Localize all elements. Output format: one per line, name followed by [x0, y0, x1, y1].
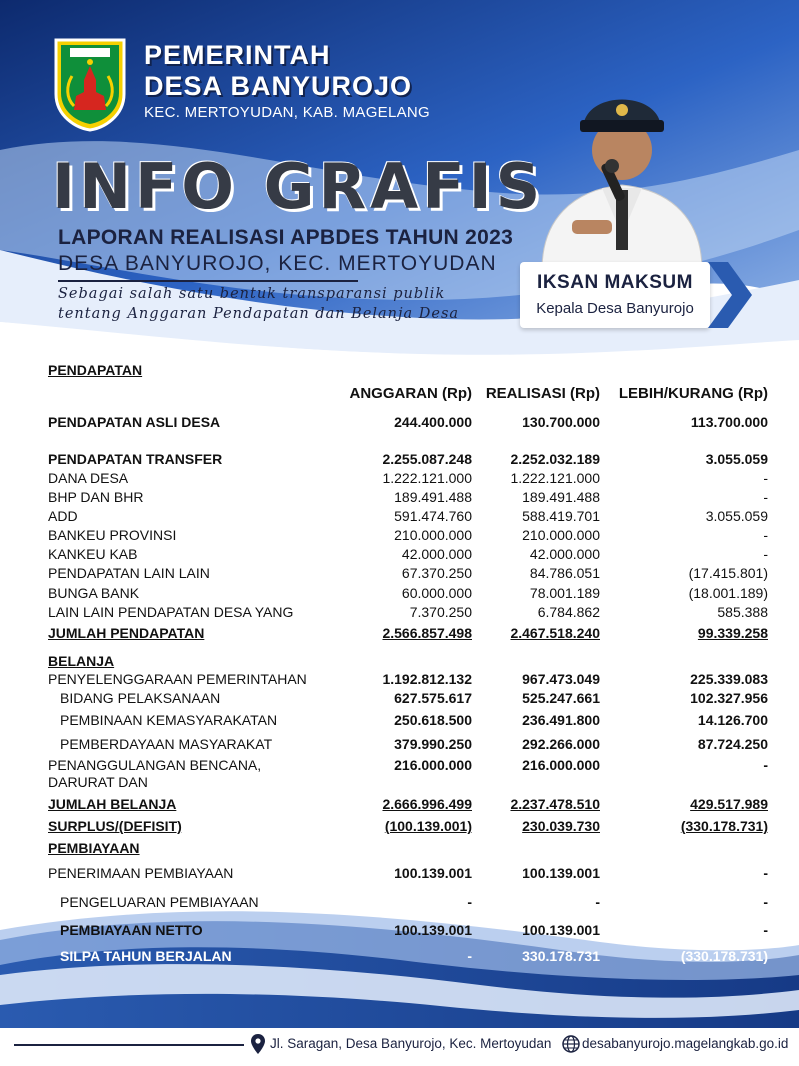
anggaran-value: 210.000.000: [394, 527, 472, 543]
anggaran-value: 42.000.000: [401, 546, 472, 562]
anggaran-value: 2.255.087.248: [382, 451, 472, 467]
row-label: ADD: [48, 508, 78, 524]
column-header-lebih-kurang: LEBIH/KURANG (Rp): [618, 385, 768, 402]
tagline-line-1: Sebagai salah satu bentuk transparansi publik: [58, 286, 446, 302]
realisasi-value: 78.001.189: [529, 585, 600, 601]
anggaran-value: 244.400.000: [394, 414, 472, 430]
anggaran-value: 2.666.996.499: [382, 796, 472, 812]
district-emblem-logo: [52, 36, 128, 132]
row-label: SILPA TAHUN BERJALAN: [60, 948, 232, 964]
section-pendapatan: PENDAPATAN: [48, 362, 143, 378]
government-title: [144, 40, 430, 121]
section-belanja: BELANJA: [48, 653, 115, 669]
official-title: Kepala Desa Banyurojo: [536, 300, 694, 317]
realisasi-value: 216.000.000: [522, 757, 600, 773]
selisih-value: -: [763, 922, 768, 938]
row-label-line-2: DARURAT DAN: [48, 774, 148, 790]
selisih-value: 99.339.258: [697, 625, 768, 641]
row-label: SURPLUS/(DEFISIT): [48, 818, 182, 834]
realisasi-value: 230.039.730: [522, 818, 600, 834]
anggaran-value: 627.575.617: [394, 690, 472, 706]
subtitle-divider: [58, 280, 358, 282]
selisih-value: 87.724.250: [697, 736, 768, 752]
anggaran-value: 1.222.121.000: [382, 470, 472, 486]
row-label-line-1: PENANGGULANGAN BENCANA,: [48, 757, 262, 773]
selisih-value: -: [763, 865, 768, 881]
row-label: PEMBERDAYAAN MASYARAKAT: [60, 736, 273, 752]
report-subtitle: DESA BANYUROJO, KEC. MERTOYUDAN: [58, 252, 497, 275]
selisih-value: -: [763, 546, 768, 562]
row-label: JUMLAH BELANJA: [48, 796, 177, 812]
official-name: IKSAN MAKSUM: [537, 272, 693, 293]
anggaran-value: 100.139.001: [394, 865, 472, 881]
footer-address: Jl. Saragan, Desa Banyurojo, Kec. Mertoyudan: [270, 1036, 552, 1051]
realisasi-value: 189.491.488: [522, 489, 600, 505]
footer: [0, 1028, 799, 1066]
selisih-value: -: [763, 470, 768, 486]
selisih-value: -: [763, 489, 768, 505]
realisasi-value: 84.786.051: [529, 565, 600, 581]
row-label: KANKEU KAB: [48, 546, 138, 562]
anggaran-value: -: [467, 948, 472, 964]
row-label: PENDAPATAN LAIN LAIN: [48, 565, 210, 581]
tagline: [58, 284, 459, 324]
footer-divider: [14, 1044, 244, 1046]
anggaran-value: 60.000.000: [401, 585, 472, 601]
gov-line-pemerintah: PEMERINTAH: [144, 40, 331, 70]
realisasi-value: 292.266.000: [522, 736, 600, 752]
row-label: BUNGA BANK: [48, 585, 140, 601]
anggaran-value: 250.618.500: [394, 712, 472, 728]
row-label: LAIN LAIN PENDAPATAN DESA YANG: [48, 604, 294, 620]
selisih-value: 225.339.083: [690, 671, 768, 687]
section-pembiayaan: PEMBIAYAAN: [48, 840, 140, 856]
realisasi-value: 525.247.661: [522, 690, 600, 706]
selisih-value: 14.126.700: [697, 712, 768, 728]
anggaran-value: 189.491.488: [394, 489, 472, 505]
gov-line-desa: DESA BANYUROJO: [144, 71, 413, 101]
selisih-value: 3.055.059: [705, 508, 768, 524]
realisasi-value: 2.467.518.240: [510, 625, 600, 641]
realisasi-value: 130.700.000: [522, 414, 600, 430]
row-label: PENERIMAAN PEMBIAYAAN: [48, 865, 234, 881]
realisasi-value: 967.473.049: [522, 671, 600, 687]
column-header-realisasi: REALISASI (Rp): [485, 385, 600, 402]
anggaran-value: -: [467, 894, 472, 910]
row-label: BIDANG PELAKSANAAN: [60, 690, 221, 706]
selisih-value: (18.001.189): [688, 585, 768, 601]
selisih-value: (17.415.801): [688, 565, 768, 581]
realisasi-value: 1.222.121.000: [510, 470, 600, 486]
selisih-value: (330.178.731): [680, 818, 768, 834]
anggaran-value: 67.370.250: [401, 565, 472, 581]
row-label: PENDAPATAN ASLI DESA: [48, 414, 221, 430]
realisasi-value: 42.000.000: [529, 546, 600, 562]
realisasi-value: 100.139.001: [522, 865, 600, 881]
tagline-line-2: tentang Anggaran Pendapatan dan Belanja Desa: [58, 306, 460, 322]
report-title: LAPORAN REALISASI APBDES TAHUN 2023: [58, 226, 514, 249]
column-header-anggaran: ANGGARAN (Rp): [349, 385, 472, 402]
realisasi-value: 2.237.478.510: [510, 796, 600, 812]
location-pin-icon: [251, 1034, 265, 1054]
selisih-value: 585.388: [717, 604, 768, 620]
realisasi-value: 236.491.800: [522, 712, 600, 728]
official-name-card: [520, 262, 710, 328]
selisih-value: -: [763, 894, 768, 910]
anggaran-value: 216.000.000: [394, 757, 472, 773]
row-label: PENGELUARAN PEMBIAYAAN: [60, 894, 259, 910]
realisasi-value: 330.178.731: [522, 948, 600, 964]
selisih-value: 102.327.956: [690, 690, 768, 706]
globe-icon: [562, 1035, 580, 1053]
anggaran-value: (100.139.001): [384, 818, 472, 834]
selisih-value: -: [763, 527, 768, 543]
row-label: PENDAPATAN TRANSFER: [48, 451, 223, 467]
row-label: PEMBINAAN KEMASYARAKATAN: [60, 712, 278, 728]
row-label: DANA DESA: [48, 470, 129, 486]
row-label: JUMLAH PENDAPATAN: [48, 625, 205, 641]
selisih-value: 3.055.059: [705, 451, 768, 467]
anggaran-value: 1.192.812.132: [382, 671, 472, 687]
row-label: [48, 757, 348, 791]
row-label: BHP DAN BHR: [48, 489, 144, 505]
info-grafis-heading: INFO GRAFIS: [52, 150, 545, 223]
selisih-value: -: [763, 757, 768, 773]
gov-line-kecamatan: KEC. MERTOYUDAN, KAB. MAGELANG: [144, 104, 431, 121]
realisasi-value: 2.252.032.189: [510, 451, 600, 467]
selisih-value: 113.700.000: [690, 414, 768, 430]
row-label: PEMBIAYAAN NETTO: [60, 922, 203, 938]
anggaran-value: 591.474.760: [394, 508, 472, 524]
row-label: PENYELENGGARAAN PEMERINTAHAN: [48, 671, 307, 687]
realisasi-value: 210.000.000: [522, 527, 600, 543]
chevron-right-icon: [704, 262, 754, 328]
official-portrait: [532, 70, 712, 270]
selisih-value: (330.178.731): [680, 948, 768, 964]
selisih-value: 429.517.989: [690, 796, 768, 812]
anggaran-value: 379.990.250: [394, 736, 472, 752]
realisasi-value: 100.139.001: [522, 922, 600, 938]
anggaran-value: 7.370.250: [409, 604, 472, 620]
anggaran-value: 100.139.001: [394, 922, 472, 938]
footer-website-link[interactable]: desabanyurojo.magelangkab.go.id: [582, 1036, 789, 1051]
realisasi-value: 588.419.701: [522, 508, 600, 524]
realisasi-value: -: [595, 894, 600, 910]
anggaran-value: 2.566.857.498: [382, 625, 472, 641]
row-label: BANKEU PROVINSI: [48, 527, 177, 543]
realisasi-value: 6.784.862: [537, 604, 600, 620]
